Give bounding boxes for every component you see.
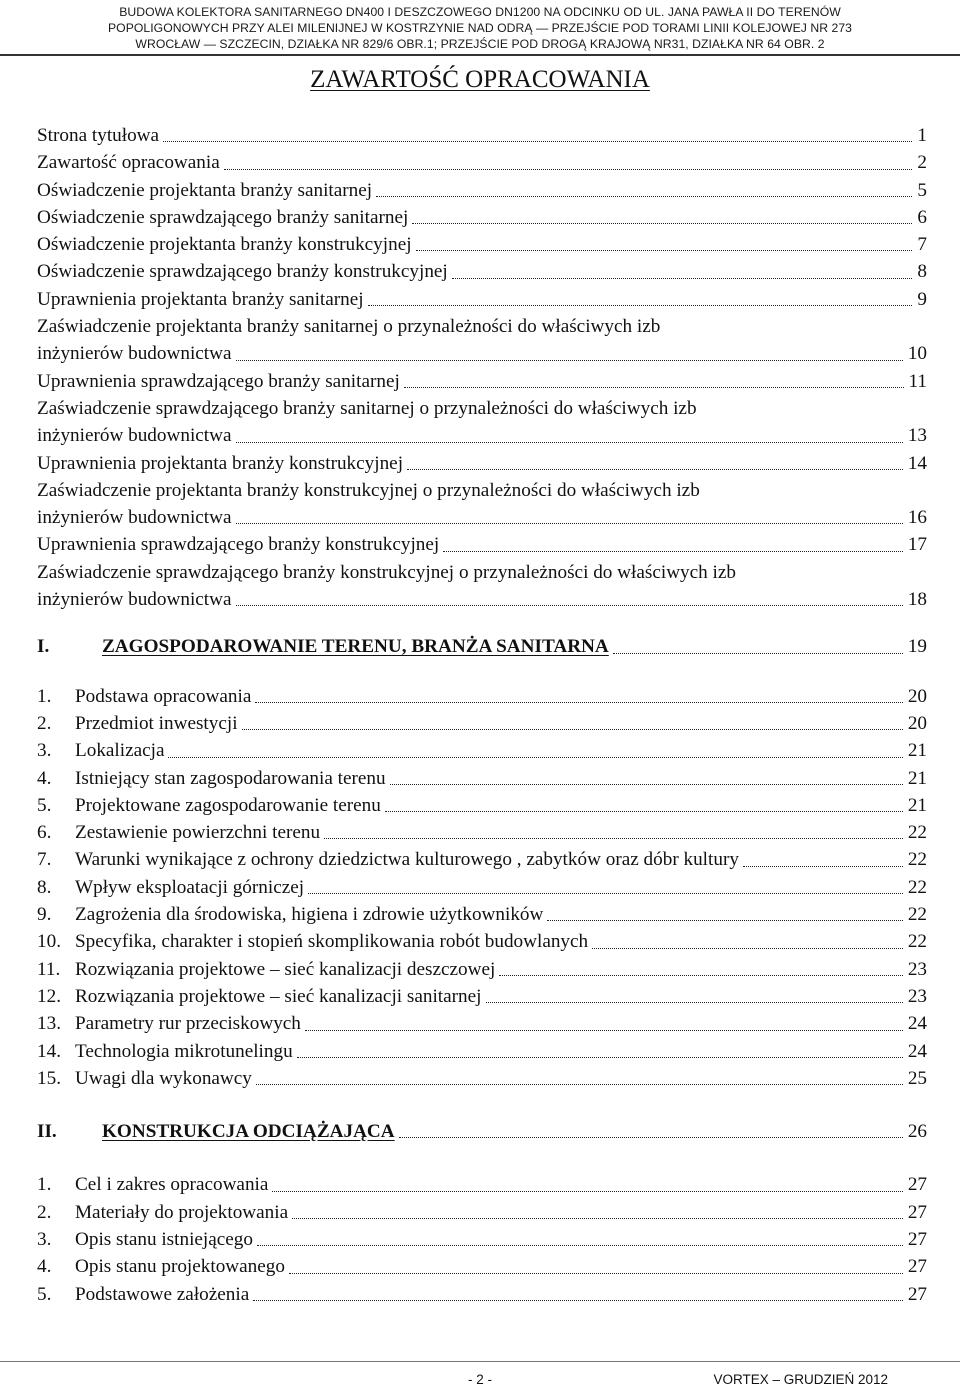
toc-entry-number: 4. <box>37 767 52 789</box>
toc-entry-text: inżynierów budownictwa <box>37 425 232 447</box>
dot-leader <box>407 469 903 470</box>
toc-entry-line: Zaświadczenie projektanta branży konstrukcyjnej o przynależności do właściwych izb <box>37 479 700 501</box>
toc-entry[interactable] <box>37 956 927 983</box>
toc-entry[interactable] <box>37 1038 927 1065</box>
toc-entry-text: inżynierów budownictwa <box>37 343 232 365</box>
toc-entry[interactable] <box>37 765 927 792</box>
toc-section-1-entries <box>37 683 927 1092</box>
toc-entry-text <box>37 1226 253 1253</box>
toc-entry-number: 4. <box>37 1256 52 1278</box>
header-divider <box>0 54 960 56</box>
dot-leader <box>242 729 903 730</box>
toc-entry-line: Zaświadczenie projektanta branży sanitarnej o przynależności do właściwych izb <box>37 316 661 338</box>
toc-entry-title: Wpływ eksploatacji górniczej <box>75 876 305 898</box>
toc-entry-text: inżynierów budownictwa <box>37 589 232 611</box>
toc-entry-number: 10. <box>37 931 61 953</box>
page-number: 25 <box>907 1067 927 1089</box>
table-of-contents <box>37 122 927 1308</box>
page-number: 1 <box>917 125 927 146</box>
toc-entry-title: Materiały do projektowania <box>75 1201 289 1223</box>
toc-entry-text <box>37 1171 268 1198</box>
page-number: 20 <box>907 712 927 734</box>
page-number: 27 <box>907 1174 927 1196</box>
dot-leader <box>289 1273 903 1274</box>
toc-entry-text: Oświadczenie sprawdzającego branży konstrukcyjnej <box>37 261 448 283</box>
toc-entry[interactable] <box>37 710 927 737</box>
dot-leader <box>272 1191 902 1192</box>
page-number: 17 <box>907 534 927 556</box>
toc-entry[interactable] <box>37 1199 927 1226</box>
toc-entry[interactable] <box>37 1281 927 1308</box>
toc-entry-number: 6. <box>37 822 52 844</box>
toc-front-entries <box>37 122 927 613</box>
page-number: 9 <box>917 288 927 310</box>
dot-leader <box>236 360 903 361</box>
page-number: 21 <box>907 740 927 762</box>
page-number: 21 <box>907 794 927 816</box>
toc-entry-text: Zawartość opracowania <box>37 152 220 174</box>
page-number: 21 <box>907 767 927 789</box>
toc-entry-number: 1. <box>37 1174 52 1196</box>
toc-entry-title: Cel i zakres opracowania <box>75 1174 269 1196</box>
toc-entry-text <box>37 874 304 901</box>
dot-leader <box>236 442 903 443</box>
dot-leader <box>376 196 912 197</box>
toc-entry[interactable] <box>37 586 927 613</box>
dot-leader <box>163 141 912 142</box>
toc-entry[interactable] <box>37 737 927 764</box>
toc-entry-text <box>37 1199 288 1226</box>
section-title: KONSTRUKCJA ODCIĄŻAJĄCA <box>102 1121 395 1143</box>
page-number: 22 <box>907 904 927 926</box>
toc-entry[interactable] <box>37 683 927 710</box>
toc-entry-text: Oświadczenie sprawdzającego branży sanitarnej <box>37 206 409 228</box>
toc-section-2-entries <box>37 1171 927 1307</box>
toc-entry-title: Podstawowe założenia <box>75 1283 250 1305</box>
dot-leader <box>253 1300 903 1301</box>
toc-entry[interactable] <box>37 368 927 395</box>
toc-entry-text <box>37 1065 252 1092</box>
toc-entry-text <box>37 901 543 928</box>
toc-entry-number: 14. <box>37 1040 61 1062</box>
dot-leader <box>412 223 912 224</box>
toc-entry-number: 2. <box>37 712 52 734</box>
dot-leader <box>399 1137 903 1138</box>
toc-entry-text: inżynierów budownictwa <box>37 507 232 529</box>
page-number: 22 <box>907 822 927 844</box>
toc-entry[interactable] <box>37 1065 927 1092</box>
page-number: 22 <box>907 849 927 871</box>
toc-entry-title: Zagrożenia dla środowiska, higiena i zdrowie użytkowników <box>75 904 544 926</box>
page-number: 6 <box>917 206 927 228</box>
toc-entry-text: Uprawnienia sprawdzającego branży konstrukcyjnej <box>37 534 440 556</box>
toc-entry[interactable] <box>37 258 927 285</box>
dot-leader <box>236 523 903 524</box>
footer-company-date: VORTEX – GRUDZIEŃ 2012 <box>713 1372 888 1387</box>
page-number: 13 <box>907 425 927 447</box>
footer-page-number: - 2 - <box>467 1372 492 1387</box>
toc-entry-title: Warunki wynikające z ochrony dziedzictwa kulturowego , zabytków oraz dóbr kultury <box>75 849 739 871</box>
dot-leader <box>305 1030 903 1031</box>
toc-entry-number: 5. <box>37 1283 52 1305</box>
dot-leader <box>256 1084 903 1085</box>
page-number: 24 <box>907 1013 927 1035</box>
dot-leader <box>292 1218 903 1219</box>
toc-entry-number: 5. <box>37 794 52 816</box>
dot-leader <box>613 653 903 654</box>
page-number: 22 <box>907 876 927 898</box>
dot-leader <box>257 1245 903 1246</box>
toc-entry-text <box>37 1038 293 1065</box>
page-number: 7 <box>917 234 927 256</box>
page-number: 27 <box>907 1228 927 1250</box>
page-number: 27 <box>907 1201 927 1223</box>
toc-entry-title: Rozwiązania projektowe – sieć kanalizacji deszczowej <box>75 958 496 980</box>
toc-entry-number: 13. <box>37 1013 61 1035</box>
page-number: 5 <box>917 179 927 201</box>
toc-entry-title: Technologia mikrotunelingu <box>75 1040 293 1062</box>
dot-leader <box>404 387 904 388</box>
toc-entry-title: Opis stanu istniejącego <box>75 1228 253 1250</box>
toc-entry-text <box>37 765 386 792</box>
section-title: ZAGOSPODAROWANIE TERENU, BRANŻA SANITARNA <box>102 636 609 658</box>
toc-section-2[interactable] <box>37 1118 927 1145</box>
section-number: II. <box>37 1121 57 1143</box>
toc-entry[interactable] <box>37 901 927 928</box>
toc-entry-title: Istniejący stan zagospodarowania terenu <box>75 767 386 789</box>
toc-entry-text <box>37 928 588 955</box>
toc-entry-number: 12. <box>37 985 61 1007</box>
toc-entry-title: Specyfika, charakter i stopień skomplikowania robót budowlanych <box>75 931 589 953</box>
dot-leader <box>297 1057 903 1058</box>
toc-entry-text <box>37 983 482 1010</box>
footer-divider <box>0 1361 960 1362</box>
dot-leader <box>390 784 903 785</box>
toc-entry[interactable] <box>37 819 927 846</box>
toc-entry[interactable] <box>37 122 927 149</box>
dot-leader <box>255 702 902 703</box>
page-number: 2 <box>917 152 927 174</box>
toc-entry-number: 15. <box>37 1067 61 1089</box>
toc-entry[interactable] <box>37 149 927 176</box>
page-number: 27 <box>907 1283 927 1305</box>
toc-entry[interactable] <box>37 286 927 313</box>
toc-entry-number: 3. <box>37 1228 52 1250</box>
toc-entry[interactable] <box>37 928 927 955</box>
document-header <box>0 4 960 52</box>
page-number: 8 <box>917 261 927 283</box>
toc-entry[interactable] <box>37 1010 927 1037</box>
toc-entry-number: 9. <box>37 904 52 926</box>
toc-entry-text <box>37 1281 249 1308</box>
page-number: 27 <box>907 1256 927 1278</box>
toc-entry[interactable] <box>37 450 927 477</box>
toc-entry[interactable] <box>37 792 927 819</box>
toc-entry-number: 1. <box>37 685 52 707</box>
toc-entry[interactable] <box>37 531 927 558</box>
dot-leader <box>385 811 903 812</box>
toc-entry-title: Rozwiązania projektowe – sieć kanalizacji sanitarnej <box>75 985 482 1007</box>
toc-entry-text <box>37 1253 285 1280</box>
dot-leader <box>168 757 902 758</box>
toc-entry-title: Opis stanu projektowanego <box>75 1256 285 1278</box>
page-number: 18 <box>907 589 927 611</box>
page-number: 23 <box>907 958 927 980</box>
page-number: 19 <box>907 636 927 658</box>
toc-entry[interactable] <box>37 1226 927 1253</box>
toc-entry-text <box>37 819 320 846</box>
dot-leader <box>224 169 913 170</box>
page-number: 24 <box>907 1040 927 1062</box>
toc-entry-text <box>37 710 238 737</box>
toc-entry-number: 2. <box>37 1201 52 1223</box>
dot-leader <box>416 250 913 251</box>
page-number: 20 <box>907 685 927 707</box>
dot-leader <box>368 305 913 306</box>
toc-entry-text: Uprawnienia sprawdzającego branży sanitarnej <box>37 370 400 392</box>
toc-entry-title: Zestawienie powierzchni terenu <box>75 822 321 844</box>
toc-entry-text <box>37 792 381 819</box>
dot-leader <box>547 920 902 921</box>
toc-entry[interactable] <box>37 204 927 231</box>
toc-entry-text: Uprawnienia projektanta branży konstrukcyjnej <box>37 452 404 474</box>
dot-leader <box>308 893 903 894</box>
toc-entry-title: Parametry rur przeciskowych <box>75 1013 301 1035</box>
toc-entry-number: 11. <box>37 958 61 980</box>
toc-entry-text <box>37 737 164 764</box>
page-number: 22 <box>907 931 927 953</box>
toc-entry[interactable] <box>37 340 927 367</box>
toc-entry-title: Podstawa opracowania <box>75 685 252 707</box>
toc-entry-title: Przedmiot inwestycji <box>75 712 238 734</box>
toc-entry[interactable] <box>37 231 927 258</box>
toc-entry-number: 3. <box>37 740 52 762</box>
page-number: 10 <box>907 343 927 365</box>
toc-entry-text: Strona tytułowa <box>37 125 160 146</box>
dot-leader <box>443 551 903 552</box>
dot-leader <box>486 1002 903 1003</box>
toc-entry[interactable] <box>37 1171 927 1198</box>
header-line: WROCŁAW — SZCZECIN, DZIAŁKA NR 829/6 OBR.1; PRZEJŚCIE POD DROGĄ KRAJOWĄ NR31, DZIAŁKA NR 64 OBR. 2 <box>135 37 825 51</box>
dot-leader <box>592 948 903 949</box>
toc-entry-text <box>37 1010 301 1037</box>
toc-entry-number: 8. <box>37 876 52 898</box>
dot-leader <box>452 278 913 279</box>
page-title: ZAWARTOŚĆ OPRACOWANIA <box>310 66 650 93</box>
toc-entry-text <box>37 846 739 873</box>
page-number: 14 <box>907 452 927 474</box>
toc-entry-title: Projektowane zagospodarowanie terenu <box>75 794 381 816</box>
page-number: 23 <box>907 985 927 1007</box>
toc-entry-text <box>37 956 495 983</box>
toc-section-1[interactable] <box>37 633 927 660</box>
dot-leader <box>324 838 903 839</box>
header-line: POPOLIGONOWYCH PRZY ALEI MILENIJNEJ W KOSTRZYNIE NAD ODRĄ — PRZEJŚCIE POD TORAMI LINII KOLEJOWEJ NR 273 <box>108 21 852 35</box>
toc-entry-text: Oświadczenie projektanta branży sanitarnej <box>37 179 373 201</box>
toc-entry-title: Lokalizacja <box>75 740 165 762</box>
page-number: 11 <box>908 370 927 392</box>
dot-leader <box>236 605 903 606</box>
toc-entry[interactable] <box>37 422 927 449</box>
toc-entry-line: Zaświadczenie sprawdzającego branży konstrukcyjnej o przynależności do właściwych izb <box>37 561 736 583</box>
toc-entry[interactable] <box>37 983 927 1010</box>
toc-entry-text <box>37 683 251 710</box>
toc-entry[interactable] <box>37 1253 927 1280</box>
toc-entry-title: Uwagi dla wykonawcy <box>75 1067 252 1089</box>
header-line: BUDOWA KOLEKTORA SANITARNEGO DN400 I DESZCZOWEGO DN1200 NA ODCINKU OD UL. JANA PAWŁA II DO TERENÓW <box>119 5 841 19</box>
dot-leader <box>499 975 902 976</box>
section-number: I. <box>37 636 50 658</box>
dot-leader <box>743 866 903 867</box>
toc-entry[interactable] <box>37 504 927 531</box>
toc-entry[interactable] <box>37 874 927 901</box>
toc-entry[interactable] <box>37 846 927 873</box>
toc-entry-number: 7. <box>37 849 52 871</box>
toc-entry[interactable] <box>37 177 927 204</box>
toc-entry-line: Zaświadczenie sprawdzającego branży sanitarnej o przynależności do właściwych izb <box>37 397 697 419</box>
page-number: 16 <box>907 507 927 529</box>
page-number: 26 <box>907 1121 927 1143</box>
toc-entry-text: Uprawnienia projektanta branży sanitarnej <box>37 288 364 310</box>
toc-entry-text: Oświadczenie projektanta branży konstrukcyjnej <box>37 234 412 256</box>
